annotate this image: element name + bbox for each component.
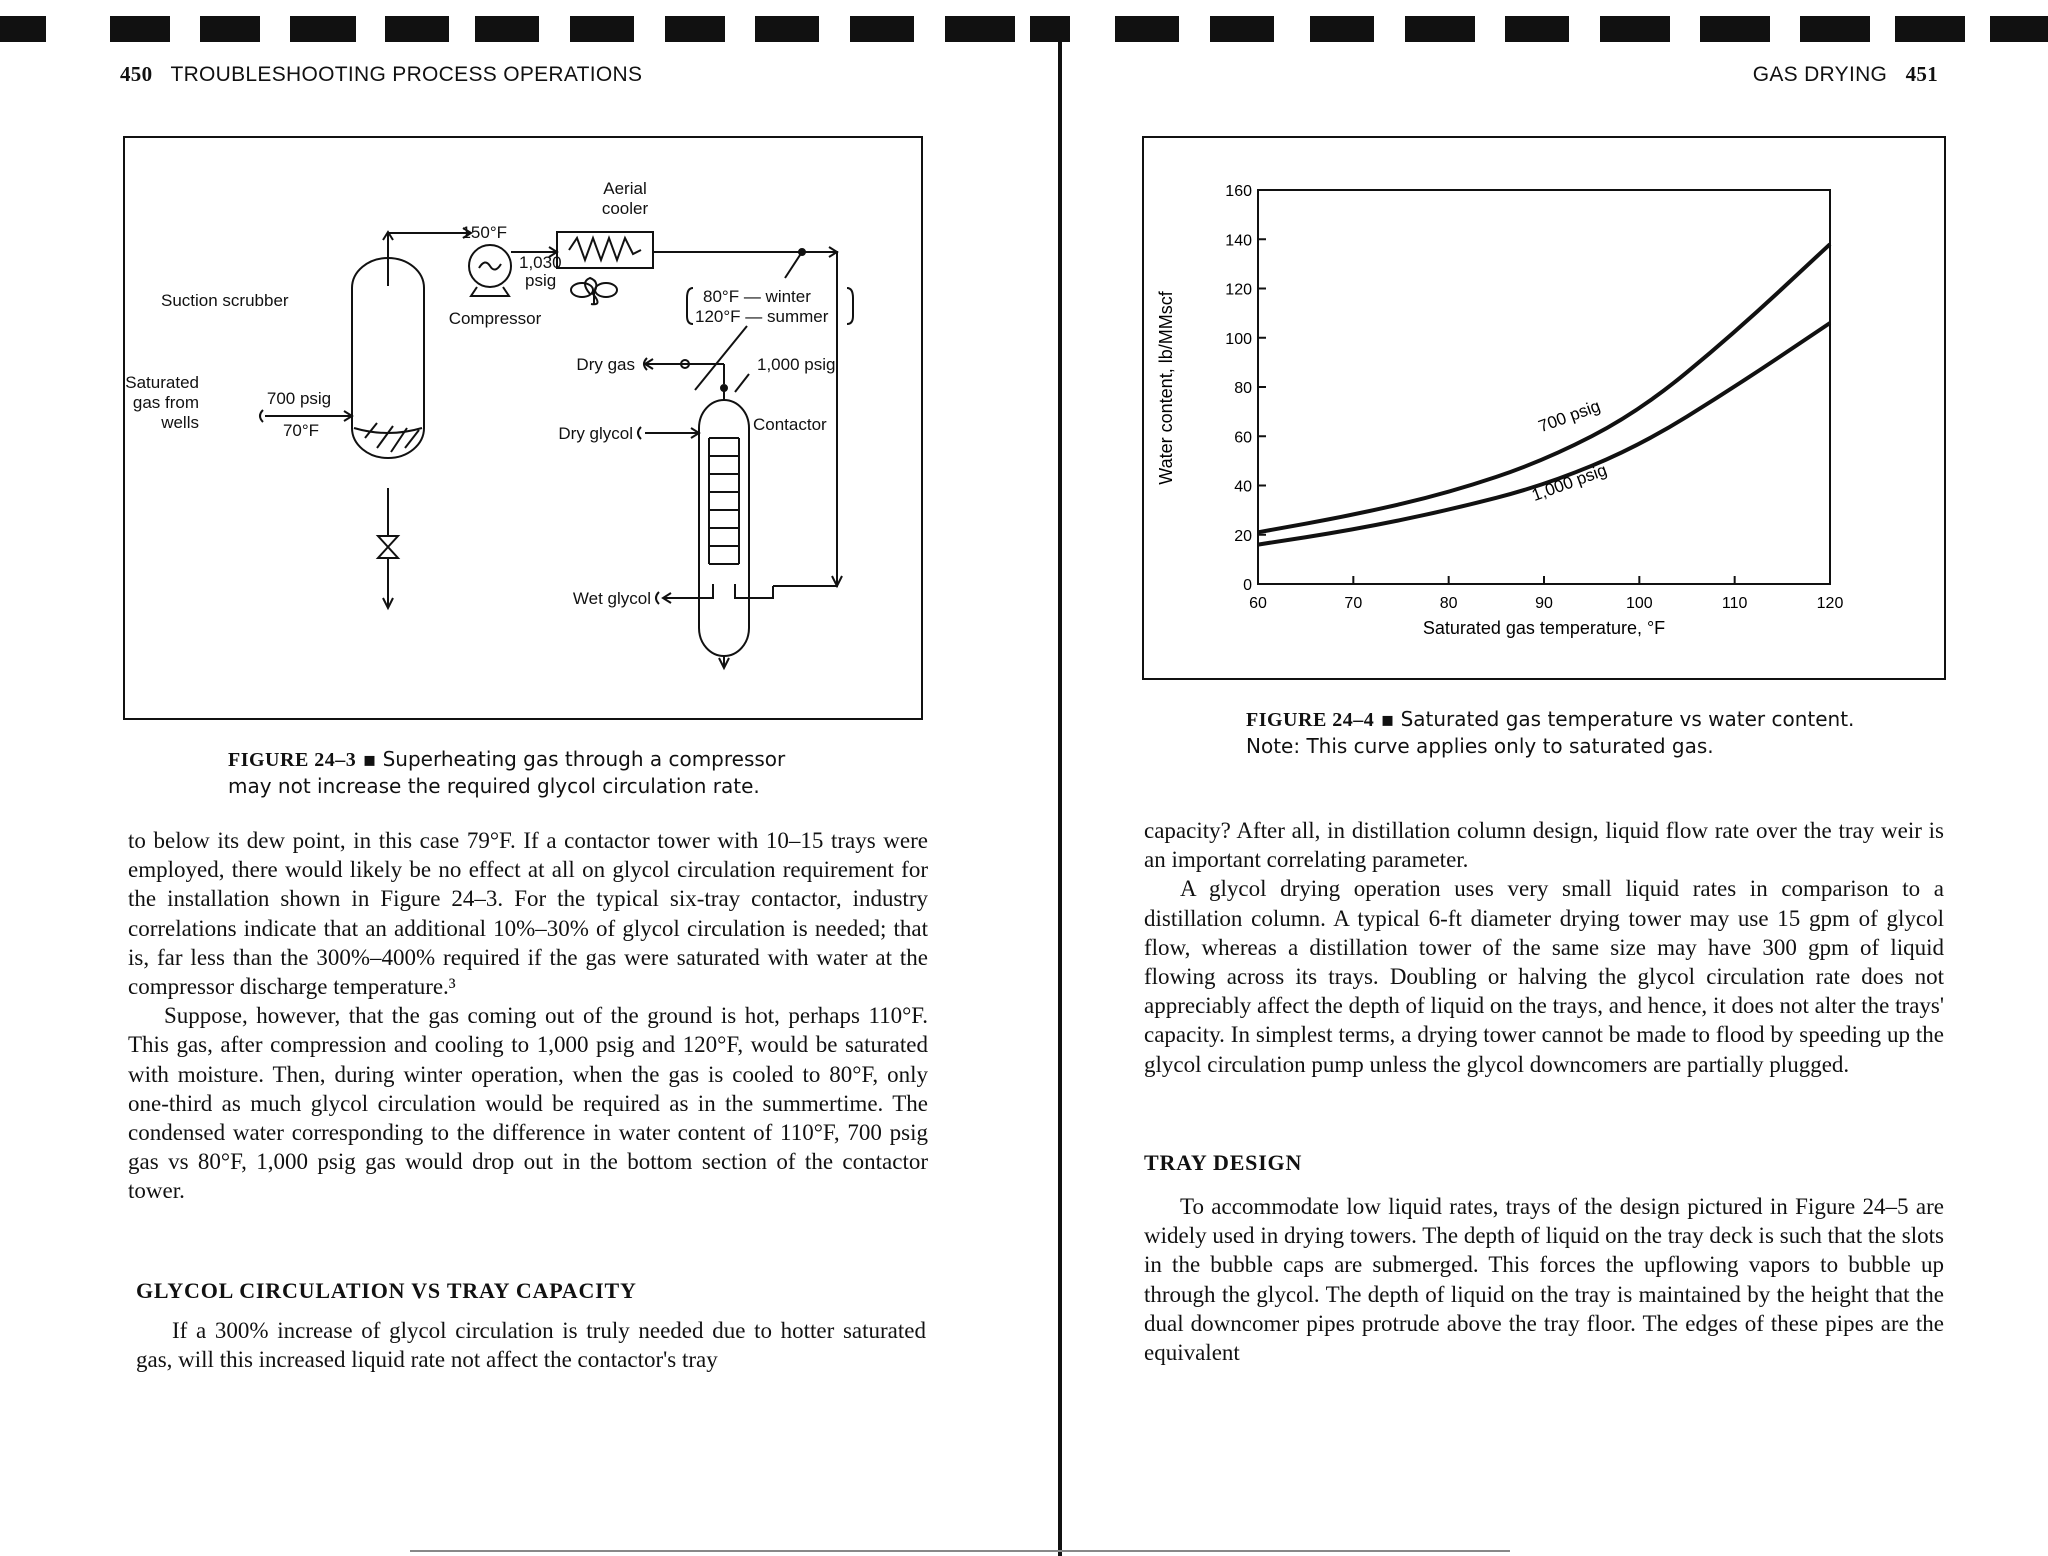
left-section-heading: GLYCOL CIRCULATION VS TRAY CAPACITY <box>136 1278 637 1303</box>
left-running-head <box>120 62 642 87</box>
label-wet-glycol: Wet glycol <box>572 589 651 608</box>
label-70f: 70°F <box>282 421 320 440</box>
label-saturated-1: Saturated <box>125 373 199 392</box>
right-page <box>1062 0 2048 1556</box>
left-body-2 <box>136 1316 926 1374</box>
label-summer: 120°F — summer <box>695 307 829 326</box>
y-tick-label: 140 <box>1225 232 1252 250</box>
right-running-head <box>1753 62 1938 87</box>
caption-text-2: may not increase the required glycol circulation rate. <box>228 774 760 798</box>
y-tick-label: 120 <box>1225 281 1252 299</box>
series-label-1: 1,000 psig <box>1529 460 1610 506</box>
series-label-0: 700 psig <box>1535 396 1603 437</box>
right-page-number: 451 <box>1905 62 1938 86</box>
right-paragraph-3: To accommodate low liquid rates, trays of the design pictured in Figure 24–5 are widely used in drying towers. The depth of liquid on the tray deck is such that the slots in the bubble caps are submerged. This forces the upflowing vapors to bubble up through the glycol. The depth of liquid on the tray is maintained by the height that the dual downcomer pipes protrude above the tray floor. The edges of these pipes are the equivalent <box>1144 1194 1944 1366</box>
figure-24-4-caption: FIGURE 24–4 ▪ Saturated gas temperature vs water content. Note: This curve applies only to saturated gas. <box>1246 707 1855 758</box>
right-paragraph-1: capacity? After all, in distillation column design, liquid flow rate over the tray weir is an important correlating parameter. <box>1144 818 1944 873</box>
x-tick-label: 60 <box>1249 595 1267 612</box>
label-saturated-3: wells <box>161 413 199 432</box>
caption-label: FIGURE 24–3 <box>228 749 357 771</box>
label-aerial-1: Aerial <box>603 179 647 198</box>
right-caption-text: Saturated gas temperature vs water content. Note: This curve applies only to saturated gas. <box>1246 707 1855 758</box>
y-tick-label: 80 <box>1234 380 1252 397</box>
label-psig: psig <box>525 271 557 290</box>
x-axis-ticks <box>1249 576 1843 612</box>
right-caption-label: FIGURE 24–4 <box>1246 709 1375 731</box>
x-tick-label: 100 <box>1625 595 1653 612</box>
label-winter: 80°F — winter <box>703 287 811 306</box>
y-tick-label: 60 <box>1234 429 1252 447</box>
scrubber-vessel <box>352 258 424 458</box>
x-tick-label: 120 <box>1816 595 1844 612</box>
x-tick-label: 70 <box>1344 595 1363 612</box>
label-1030: 1,030 <box>519 253 562 272</box>
right-section-heading: TRAY DESIGN <box>1144 1150 1303 1175</box>
x-tick-label: 110 <box>1721 595 1748 612</box>
label-1000psig: 1,000 psig <box>757 355 836 374</box>
left-running-title: TROUBLESHOOTING PROCESS OPERATIONS <box>170 63 643 86</box>
label-contactor: Contactor <box>753 415 827 434</box>
left-paragraph-2: Suppose, however, that the gas coming out of the ground is hot, perhaps 110°F. This gas, after compression and cooling to 1,000 psig and 120°F, would be saturated with moisture. Then, during winter operation, when the gas is cooled to 80°F, only one-third as much glycol circulation would be required as in the summertime. The condensed water corresponding to the difference in water content of 110°F, 700 psig gas vs 80°F, 1,000 psig gas would drop out in the bottom section of the contactor tower. <box>128 1003 928 1204</box>
chart-curves <box>1258 244 1830 544</box>
right-body-2 <box>1144 1192 1944 1367</box>
x-axis-label: Saturated gas temperature, °F <box>1422 618 1666 638</box>
label-compressor: Compressor <box>448 309 542 328</box>
label-dry-gas: Dry gas <box>576 355 635 374</box>
y-tick-label: 40 <box>1234 478 1252 496</box>
figure-24-3 <box>123 136 923 720</box>
label-700psig: 700 psig <box>266 389 332 408</box>
x-tick-label: 80 <box>1439 595 1458 612</box>
label-suction-scrubber: Suction scrubber <box>161 291 289 310</box>
water-content-chart <box>1144 138 1944 678</box>
left-page-number: 450 <box>120 62 153 86</box>
left-body <box>128 826 928 1206</box>
figure-24-4 <box>1142 136 1946 680</box>
x-tick-label: 90 <box>1535 595 1553 612</box>
label-saturated-2: gas from <box>132 393 199 412</box>
right-paragraph-2: A glycol drying operation uses very small liquid rates in comparison to a distillation column. A typical 6-ft diameter drying tower may use 15 gpm of glycol flow, whereas a distillation tower of the same size may have 300 gpm of liquid flowing across its trays. Doubling or halving the glycol circulation rate does not appreciably affect the depth of liquid on the trays, and hence, it does not alter the trays' capacity. In simplest terms, a drying tower cannot be made to flood by speeding up the glycol circulation pump unless the glycol downcomers are partially plugged. <box>1144 876 1944 1077</box>
left-paragraph-1: to below its dew point, in this case 79°F. If a contactor tower with 10–15 trays were employed, there would likely be no effect at all on glycol circulation requirement for the installation shown in Figure 24–3. For the typical six-tray contactor, industry correlations indicate that an additional 10%–30% of glycol circulation is needed; that is, far less than the 300%–400% required if the gas were saturated with water at the compressor discharge temperature.³ <box>128 828 928 1000</box>
drain-valve <box>378 536 398 558</box>
label-aerial-2: cooler <box>601 199 649 218</box>
y-tick-label: 0 <box>1243 577 1252 594</box>
left-paragraph-3: If a 300% increase of glycol circulation is truly needed due to hotter saturated gas, will this increased liquid rate not affect the contactor's tray <box>136 1318 926 1373</box>
y-tick-label: 160 <box>1225 183 1252 200</box>
label-dry-glycol: Dry glycol <box>558 424 633 443</box>
caption-text: Superheating gas through a compressor <box>382 747 786 771</box>
label-150f: 150°F <box>461 223 507 242</box>
y-tick-label: 20 <box>1234 527 1252 545</box>
y-tick-label: 100 <box>1225 330 1252 348</box>
y-axis-label: Water content, lb/MMscf <box>1156 291 1176 485</box>
right-body <box>1144 816 1944 1079</box>
right-running-title: GAS DRYING <box>1752 63 1888 86</box>
suction-line <box>388 233 469 278</box>
plot-frame <box>1258 190 1830 584</box>
process-diagram <box>125 138 921 718</box>
figure-24-3-caption: FIGURE 24–3 ▪ Superheating gas through a compressor may not increase the required glycol circulation rate. <box>228 747 786 798</box>
